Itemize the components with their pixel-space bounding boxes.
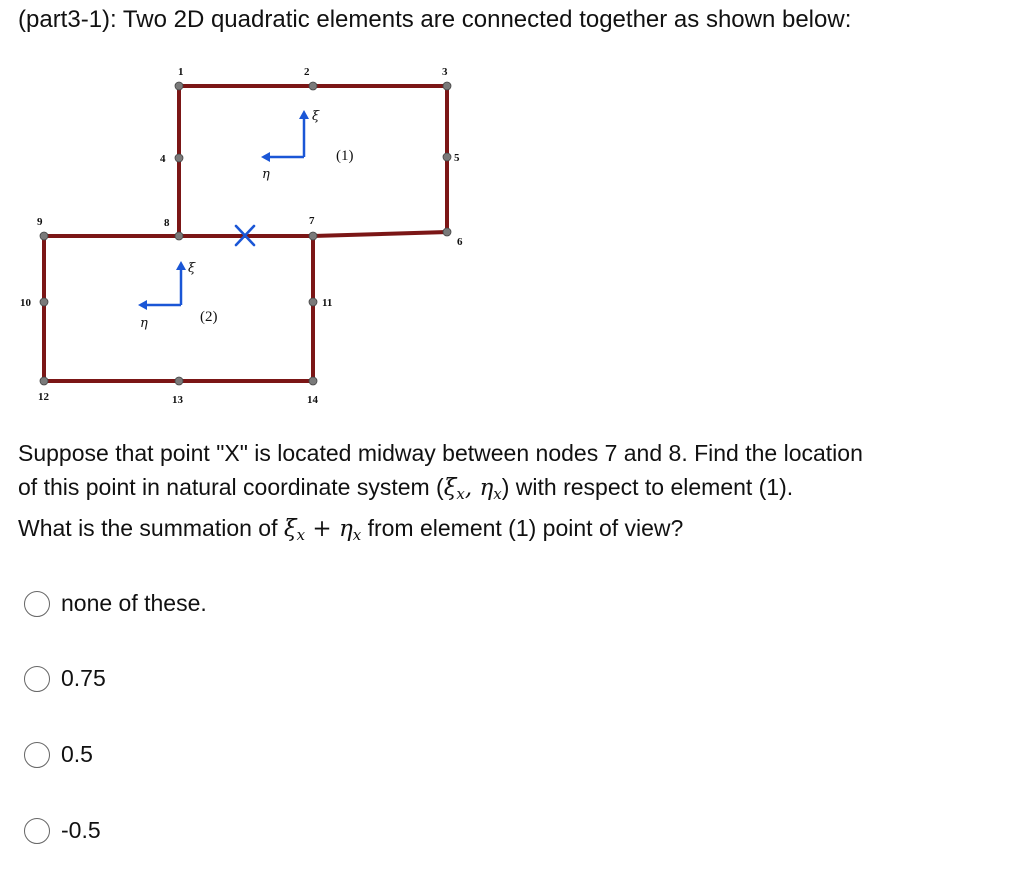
option-label: 0.5 [61, 741, 93, 767]
answer-option-0-75[interactable] [24, 665, 106, 692]
element-1-xi-label: ξ [312, 109, 320, 124]
question-title: (part3-1): Two 2D quadratic elements are connected together as shown below: [18, 6, 852, 33]
element-2-boundary [44, 236, 313, 381]
node-11 [309, 298, 317, 306]
option-label: -0.5 [61, 817, 101, 843]
node-label-9: 9 [37, 216, 43, 228]
node-label-2: 2 [304, 66, 310, 78]
node-5 [443, 153, 451, 161]
question-line-3: What is the summation of $\xi_x + \eta_x$ from element (1) point of view? [18, 515, 684, 544]
node-label-7: 7 [309, 215, 315, 227]
element-label-1: (1) [336, 148, 354, 164]
node-9 [40, 232, 48, 240]
node-label-13: 13 [172, 394, 183, 406]
node-label-6: 6 [457, 236, 463, 248]
answer-option-neg-0-5[interactable] [24, 817, 101, 844]
node-13 [175, 377, 183, 385]
node-7 [309, 232, 317, 240]
node-10 [40, 298, 48, 306]
node-6 [443, 228, 451, 236]
node-12 [40, 377, 48, 385]
node-label-11: 11 [322, 297, 333, 309]
node-label-5: 5 [454, 152, 460, 164]
element-2-eta-label: η [140, 316, 148, 331]
question-text [18, 436, 1008, 552]
node-label-1: 1 [178, 66, 184, 78]
node-label-8: 8 [164, 217, 170, 229]
node-label-4: 4 [160, 153, 166, 165]
node-label-12: 12 [38, 391, 49, 403]
node-2 [309, 82, 317, 90]
node-14 [309, 377, 317, 385]
xi-symbol: ξ [443, 475, 457, 501]
eta-symbol: η [338, 516, 353, 542]
node-1 [175, 82, 183, 90]
answer-option-none[interactable] [24, 590, 207, 617]
option-label: none of these. [61, 590, 207, 616]
node-label-14: 14 [307, 394, 318, 406]
eta-symbol: η [479, 475, 494, 501]
node-label-10: 10 [20, 297, 31, 309]
radio-button[interactable] [24, 742, 50, 768]
node-3 [443, 82, 451, 90]
answer-option-0-5[interactable] [24, 741, 93, 768]
element-label-2: (2) [200, 309, 218, 325]
radio-button[interactable] [24, 818, 50, 844]
option-label: 0.75 [61, 665, 106, 691]
question-line-2: of this point in natural coordinate system ($\xi_x$, $\eta_x$) with respect to element (1). [18, 474, 794, 503]
radio-button[interactable] [24, 591, 50, 617]
radio-button[interactable] [24, 666, 50, 692]
question-line-1: Suppose that point "X" is located midway between nodes 7 and 8. Find the location [18, 440, 863, 466]
node-8 [175, 232, 183, 240]
element-2-xi-label: ξ [188, 261, 196, 276]
xi-symbol: ξ [283, 516, 297, 542]
element-mesh-figure [0, 55, 480, 415]
node-4 [175, 154, 183, 162]
element-2-local-axes [138, 261, 186, 310]
node-label-3: 3 [442, 66, 448, 78]
element-1-eta-label: η [262, 167, 270, 182]
element-1-local-axes [261, 110, 309, 162]
